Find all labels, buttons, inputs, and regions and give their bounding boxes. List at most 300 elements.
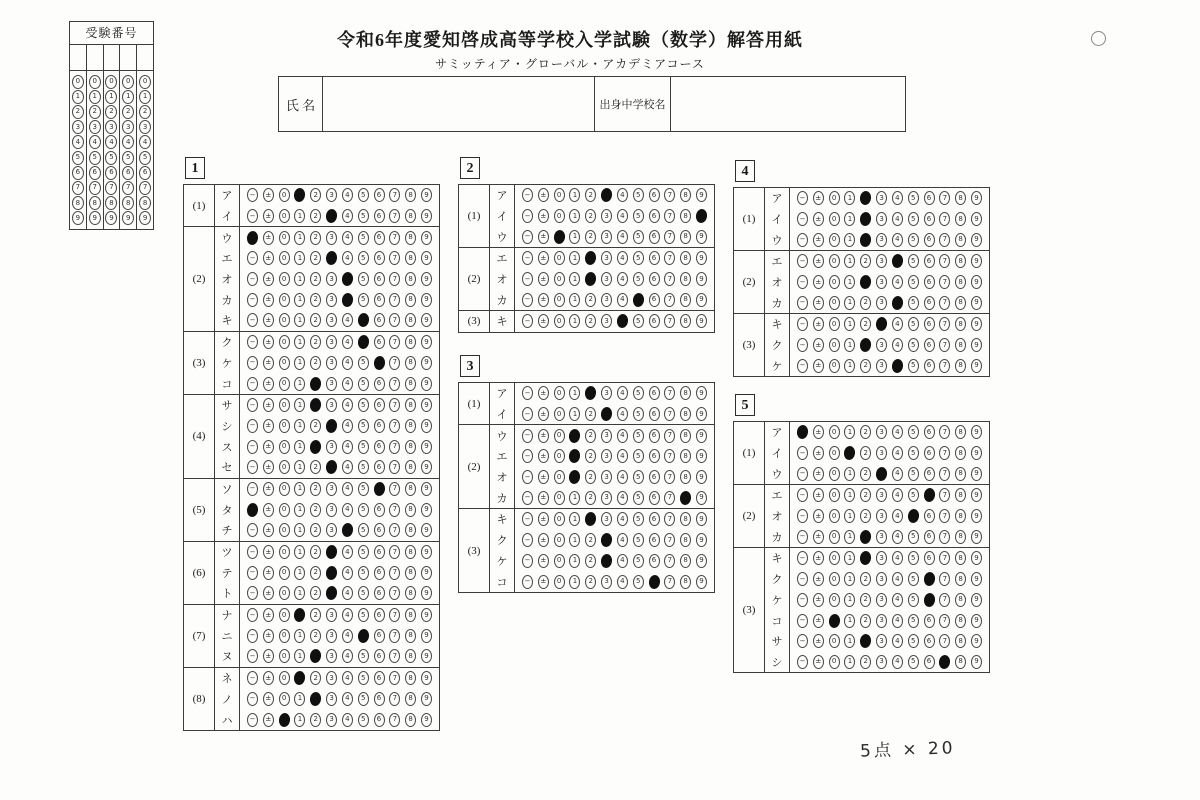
- bubble-2[interactable]: 2: [310, 523, 321, 537]
- bubble-4-filled[interactable]: [891, 254, 904, 269]
- bubble-1-filled[interactable]: [294, 607, 307, 622]
- bubble-4-filled[interactable]: [341, 523, 354, 538]
- bubble-4[interactable]: 4: [342, 586, 353, 600]
- bubble-4[interactable]: 4: [617, 272, 628, 286]
- exam-number-write-cell[interactable]: [104, 45, 121, 70]
- bubble-7[interactable]: 7: [939, 551, 950, 565]
- bubble-±[interactable]: ±: [813, 359, 824, 373]
- bubble-2-filled[interactable]: [309, 649, 322, 664]
- bubble-7[interactable]: 7: [664, 386, 675, 400]
- bubble-1[interactable]: 1: [569, 386, 580, 400]
- bubble-5[interactable]: 5: [139, 151, 151, 165]
- bubble-3[interactable]: 3: [601, 386, 612, 400]
- bubble-3[interactable]: 3: [326, 188, 337, 202]
- bubble-−[interactable]: −: [522, 533, 533, 547]
- bubble-±[interactable]: ±: [538, 449, 549, 463]
- bubble-8[interactable]: 8: [405, 440, 416, 454]
- bubble-−[interactable]: −: [522, 251, 533, 265]
- bubble-2[interactable]: 2: [860, 296, 871, 310]
- bubble-±[interactable]: ±: [263, 293, 274, 307]
- bubble-−[interactable]: −: [797, 509, 808, 523]
- bubble-5-filled[interactable]: [357, 313, 370, 328]
- bubble-−[interactable]: −: [797, 551, 808, 565]
- bubble-0[interactable]: 0: [554, 209, 565, 223]
- bubble-5[interactable]: 5: [633, 449, 644, 463]
- bubble-±[interactable]: ±: [263, 649, 274, 663]
- bubble-±[interactable]: ±: [263, 419, 274, 433]
- bubble-3[interactable]: 3: [601, 491, 612, 505]
- bubble-±[interactable]: ±: [813, 296, 824, 310]
- bubble-9[interactable]: 9: [971, 254, 982, 268]
- bubble-0[interactable]: 0: [279, 586, 290, 600]
- bubble-7[interactable]: 7: [939, 296, 950, 310]
- bubble-6[interactable]: 6: [649, 230, 660, 244]
- bubble-2[interactable]: 2: [310, 460, 321, 474]
- bubble-6[interactable]: 6: [649, 554, 660, 568]
- bubble-8[interactable]: 8: [955, 296, 966, 310]
- bubble-0[interactable]: 0: [554, 188, 565, 202]
- bubble-±[interactable]: ±: [813, 488, 824, 502]
- bubble-7[interactable]: 7: [389, 713, 400, 727]
- bubble-8[interactable]: 8: [680, 272, 691, 286]
- bubble-−[interactable]: −: [247, 566, 258, 580]
- bubble-4[interactable]: 4: [892, 509, 903, 523]
- bubble-0[interactable]: 0: [554, 512, 565, 526]
- bubble-2[interactable]: 2: [860, 254, 871, 268]
- bubble-2[interactable]: 2: [310, 586, 321, 600]
- bubble-6[interactable]: 6: [374, 503, 385, 517]
- bubble-8[interactable]: 8: [955, 572, 966, 586]
- bubble-6[interactable]: 6: [139, 166, 151, 180]
- bubble-2-filled[interactable]: [309, 398, 322, 413]
- bubble-8[interactable]: 8: [89, 196, 101, 210]
- bubble-±[interactable]: ±: [263, 440, 274, 454]
- bubble-±[interactable]: ±: [538, 386, 549, 400]
- bubble-9[interactable]: 9: [696, 272, 707, 286]
- bubble-4[interactable]: 4: [617, 251, 628, 265]
- bubble-1[interactable]: 1: [844, 530, 855, 544]
- bubble-9[interactable]: 9: [421, 460, 432, 474]
- bubble-0[interactable]: 0: [829, 509, 840, 523]
- bubble-±[interactable]: ±: [538, 314, 549, 328]
- bubble-−[interactable]: −: [522, 554, 533, 568]
- bubble-7[interactable]: 7: [664, 293, 675, 307]
- bubble-6[interactable]: 6: [924, 655, 935, 669]
- bubble-2[interactable]: 2: [310, 482, 321, 496]
- bubble-1[interactable]: 1: [294, 231, 305, 245]
- bubble-2-filled[interactable]: [859, 634, 872, 649]
- bubble-5[interactable]: 5: [908, 296, 919, 310]
- bubble-7[interactable]: 7: [939, 488, 950, 502]
- bubble-5[interactable]: 5: [633, 251, 644, 265]
- bubble-4[interactable]: 4: [892, 233, 903, 247]
- bubble-1[interactable]: 1: [294, 419, 305, 433]
- bubble-9[interactable]: 9: [421, 692, 432, 706]
- bubble-6[interactable]: 6: [649, 491, 660, 505]
- bubble-8[interactable]: 8: [955, 634, 966, 648]
- bubble-−[interactable]: −: [247, 440, 258, 454]
- bubble-±[interactable]: ±: [813, 338, 824, 352]
- bubble-−[interactable]: −: [797, 212, 808, 226]
- bubble-9[interactable]: 9: [971, 634, 982, 648]
- bubble-7[interactable]: 7: [389, 188, 400, 202]
- bubble-1[interactable]: 1: [294, 293, 305, 307]
- bubble-4[interactable]: 4: [342, 692, 353, 706]
- bubble-6[interactable]: 6: [122, 166, 134, 180]
- bubble-3[interactable]: 3: [876, 296, 887, 310]
- bubble-5[interactable]: 5: [908, 634, 919, 648]
- bubble-3[interactable]: 3: [876, 572, 887, 586]
- bubble-9[interactable]: 9: [971, 359, 982, 373]
- exam-number-write-cell[interactable]: [120, 45, 137, 70]
- bubble-9[interactable]: 9: [421, 671, 432, 685]
- bubble-1[interactable]: 1: [569, 554, 580, 568]
- school-input[interactable]: [671, 77, 905, 131]
- bubble-7[interactable]: 7: [389, 231, 400, 245]
- bubble-0[interactable]: 0: [829, 254, 840, 268]
- bubble-±[interactable]: ±: [813, 509, 824, 523]
- bubble-0[interactable]: 0: [829, 551, 840, 565]
- bubble-4[interactable]: 4: [89, 135, 101, 149]
- bubble-3[interactable]: 3: [876, 233, 887, 247]
- bubble-3-filled[interactable]: [600, 406, 613, 421]
- bubble-7[interactable]: 7: [939, 191, 950, 205]
- bubble-4[interactable]: 4: [892, 572, 903, 586]
- bubble-4[interactable]: 4: [342, 608, 353, 622]
- bubble-2[interactable]: 2: [310, 356, 321, 370]
- bubble-4[interactable]: 4: [342, 629, 353, 643]
- bubble-4[interactable]: 4: [342, 356, 353, 370]
- bubble-9[interactable]: 9: [971, 551, 982, 565]
- bubble-5[interactable]: 5: [358, 566, 369, 580]
- bubble-1[interactable]: 1: [294, 586, 305, 600]
- bubble-6[interactable]: 6: [374, 377, 385, 391]
- bubble-5[interactable]: 5: [908, 614, 919, 628]
- bubble-3[interactable]: 3: [876, 551, 887, 565]
- bubble-1[interactable]: 1: [294, 566, 305, 580]
- bubble-9[interactable]: 9: [421, 649, 432, 663]
- bubble-6[interactable]: 6: [374, 713, 385, 727]
- bubble-5[interactable]: 5: [358, 419, 369, 433]
- bubble-2-filled[interactable]: [309, 439, 322, 454]
- bubble-7[interactable]: 7: [939, 338, 950, 352]
- bubble-4[interactable]: 4: [892, 655, 903, 669]
- bubble-2[interactable]: 2: [72, 105, 84, 119]
- bubble-8[interactable]: 8: [955, 254, 966, 268]
- bubble-2[interactable]: 2: [860, 425, 871, 439]
- bubble-4[interactable]: 4: [892, 614, 903, 628]
- bubble-6[interactable]: 6: [374, 566, 385, 580]
- bubble-7[interactable]: 7: [939, 593, 950, 607]
- bubble-8[interactable]: 8: [405, 503, 416, 517]
- bubble-0[interactable]: 0: [279, 419, 290, 433]
- bubble-6[interactable]: 6: [72, 166, 84, 180]
- bubble-2[interactable]: 2: [585, 470, 596, 484]
- bubble-9[interactable]: 9: [421, 503, 432, 517]
- bubble-5[interactable]: 5: [908, 425, 919, 439]
- bubble-5[interactable]: 5: [633, 230, 644, 244]
- bubble-9[interactable]: 9: [971, 191, 982, 205]
- bubble-±[interactable]: ±: [263, 671, 274, 685]
- bubble-5[interactable]: 5: [358, 586, 369, 600]
- bubble-2[interactable]: 2: [310, 629, 321, 643]
- bubble-0[interactable]: 0: [279, 608, 290, 622]
- bubble-6-filled[interactable]: [373, 355, 386, 370]
- bubble-6[interactable]: 6: [924, 275, 935, 289]
- bubble-7[interactable]: 7: [939, 572, 950, 586]
- bubble-0[interactable]: 0: [829, 593, 840, 607]
- bubble-4-filled[interactable]: [891, 295, 904, 310]
- bubble-5[interactable]: 5: [358, 293, 369, 307]
- bubble-−[interactable]: −: [247, 335, 258, 349]
- exam-number-write-cell[interactable]: [137, 45, 153, 70]
- bubble-6[interactable]: 6: [374, 398, 385, 412]
- bubble-6[interactable]: 6: [649, 407, 660, 421]
- bubble-8[interactable]: 8: [405, 671, 416, 685]
- bubble-5[interactable]: 5: [908, 572, 919, 586]
- bubble-3[interactable]: 3: [326, 440, 337, 454]
- bubble-0[interactable]: 0: [829, 359, 840, 373]
- bubble-1[interactable]: 1: [569, 209, 580, 223]
- bubble-−[interactable]: −: [522, 209, 533, 223]
- bubble-7[interactable]: 7: [389, 335, 400, 349]
- bubble-−-filled[interactable]: [796, 425, 809, 440]
- bubble-2-filled[interactable]: [859, 232, 872, 247]
- bubble-6[interactable]: 6: [649, 429, 660, 443]
- bubble-7[interactable]: 7: [389, 272, 400, 286]
- bubble-9[interactable]: 9: [421, 608, 432, 622]
- bubble-±[interactable]: ±: [263, 629, 274, 643]
- bubble-−[interactable]: −: [522, 429, 533, 443]
- bubble-4-filled[interactable]: [616, 314, 629, 329]
- bubble-6[interactable]: 6: [374, 272, 385, 286]
- bubble-8[interactable]: 8: [405, 398, 416, 412]
- bubble-6[interactable]: 6: [374, 209, 385, 223]
- bubble-1[interactable]: 1: [294, 398, 305, 412]
- bubble-0[interactable]: 0: [554, 491, 565, 505]
- bubble-3[interactable]: 3: [876, 254, 887, 268]
- bubble-2[interactable]: 2: [310, 503, 321, 517]
- bubble-±[interactable]: ±: [538, 293, 549, 307]
- bubble-2[interactable]: 2: [139, 105, 151, 119]
- bubble-0[interactable]: 0: [279, 649, 290, 663]
- bubble-5[interactable]: 5: [633, 407, 644, 421]
- bubble-2[interactable]: 2: [105, 105, 117, 119]
- bubble-9[interactable]: 9: [971, 425, 982, 439]
- bubble-5[interactable]: 5: [908, 359, 919, 373]
- bubble-2-filled[interactable]: [859, 274, 872, 289]
- bubble-0[interactable]: 0: [279, 335, 290, 349]
- bubble-4[interactable]: 4: [342, 251, 353, 265]
- bubble-0[interactable]: 0: [829, 634, 840, 648]
- bubble-4[interactable]: 4: [342, 460, 353, 474]
- bubble-2[interactable]: 2: [860, 317, 871, 331]
- bubble-1[interactable]: 1: [294, 460, 305, 474]
- bubble-3[interactable]: 3: [876, 446, 887, 460]
- bubble-7[interactable]: 7: [389, 398, 400, 412]
- bubble-9[interactable]: 9: [971, 509, 982, 523]
- bubble-7[interactable]: 7: [939, 467, 950, 481]
- bubble-1[interactable]: 1: [569, 575, 580, 589]
- bubble-±[interactable]: ±: [263, 608, 274, 622]
- bubble-2[interactable]: 2: [310, 272, 321, 286]
- bubble-8[interactable]: 8: [405, 377, 416, 391]
- bubble-8[interactable]: 8: [955, 614, 966, 628]
- bubble-8[interactable]: 8: [405, 293, 416, 307]
- bubble-−[interactable]: −: [797, 233, 808, 247]
- bubble-−[interactable]: −: [797, 359, 808, 373]
- bubble-0[interactable]: 0: [279, 356, 290, 370]
- bubble-7[interactable]: 7: [389, 356, 400, 370]
- bubble-2[interactable]: 2: [860, 446, 871, 460]
- bubble-3-filled[interactable]: [325, 418, 338, 433]
- bubble-3[interactable]: 3: [601, 512, 612, 526]
- bubble-9[interactable]: 9: [971, 593, 982, 607]
- bubble-4[interactable]: 4: [617, 209, 628, 223]
- bubble-8[interactable]: 8: [680, 533, 691, 547]
- bubble-5[interactable]: 5: [633, 491, 644, 505]
- bubble-5[interactable]: 5: [908, 275, 919, 289]
- bubble-±[interactable]: ±: [263, 586, 274, 600]
- bubble-3[interactable]: 3: [326, 313, 337, 327]
- bubble-8[interactable]: 8: [405, 419, 416, 433]
- bubble-9[interactable]: 9: [696, 251, 707, 265]
- bubble-3[interactable]: 3: [601, 230, 612, 244]
- bubble-7[interactable]: 7: [105, 181, 117, 195]
- bubble-4[interactable]: 4: [105, 135, 117, 149]
- bubble-7[interactable]: 7: [89, 181, 101, 195]
- bubble-0[interactable]: 0: [554, 251, 565, 265]
- bubble-−[interactable]: −: [247, 713, 258, 727]
- bubble-5[interactable]: 5: [72, 151, 84, 165]
- bubble-1[interactable]: 1: [844, 572, 855, 586]
- bubble-5[interactable]: 5: [358, 692, 369, 706]
- bubble-7[interactable]: 7: [389, 251, 400, 265]
- bubble-6[interactable]: 6: [374, 231, 385, 245]
- bubble-±[interactable]: ±: [263, 335, 274, 349]
- bubble-6[interactable]: 6: [374, 335, 385, 349]
- bubble-−[interactable]: −: [797, 275, 808, 289]
- bubble-1[interactable]: 1: [569, 491, 580, 505]
- bubble-1[interactable]: 1: [105, 90, 117, 104]
- bubble-8[interactable]: 8: [680, 293, 691, 307]
- bubble-2[interactable]: 2: [585, 449, 596, 463]
- bubble-−[interactable]: −: [522, 386, 533, 400]
- bubble-9[interactable]: 9: [421, 545, 432, 559]
- bubble-0[interactable]: 0: [72, 75, 84, 89]
- bubble-1[interactable]: 1: [844, 212, 855, 226]
- bubble-1[interactable]: 1: [569, 407, 580, 421]
- bubble-8[interactable]: 8: [405, 231, 416, 245]
- bubble-±[interactable]: ±: [263, 460, 274, 474]
- bubble-1[interactable]: 1: [844, 254, 855, 268]
- bubble-2[interactable]: 2: [860, 655, 871, 669]
- bubble-±[interactable]: ±: [813, 275, 824, 289]
- bubble-5-filled[interactable]: [632, 292, 645, 307]
- bubble-±[interactable]: ±: [538, 272, 549, 286]
- bubble-7[interactable]: 7: [389, 608, 400, 622]
- bubble-6[interactable]: 6: [924, 254, 935, 268]
- bubble-0[interactable]: 0: [279, 188, 290, 202]
- bubble-6[interactable]: 6: [649, 470, 660, 484]
- bubble-1[interactable]: 1: [72, 90, 84, 104]
- bubble-3[interactable]: 3: [326, 649, 337, 663]
- bubble-5[interactable]: 5: [105, 151, 117, 165]
- bubble-1[interactable]: 1: [294, 209, 305, 223]
- bubble-5[interactable]: 5: [358, 231, 369, 245]
- bubble-−[interactable]: −: [522, 230, 533, 244]
- bubble-9[interactable]: 9: [971, 338, 982, 352]
- bubble-8[interactable]: 8: [680, 314, 691, 328]
- bubble-1[interactable]: 1: [294, 629, 305, 643]
- bubble-0[interactable]: 0: [279, 251, 290, 265]
- bubble-6[interactable]: 6: [924, 212, 935, 226]
- bubble-3[interactable]: 3: [876, 655, 887, 669]
- bubble-3[interactable]: 3: [876, 338, 887, 352]
- bubble-4[interactable]: 4: [617, 512, 628, 526]
- bubble-4[interactable]: 4: [892, 488, 903, 502]
- bubble-1[interactable]: 1: [569, 272, 580, 286]
- bubble-1[interactable]: 1: [844, 338, 855, 352]
- bubble-7[interactable]: 7: [939, 275, 950, 289]
- bubble-3[interactable]: 3: [72, 120, 84, 134]
- bubble-0-filled[interactable]: [278, 712, 291, 727]
- bubble-4[interactable]: 4: [617, 533, 628, 547]
- bubble-6[interactable]: 6: [924, 530, 935, 544]
- bubble-5[interactable]: 5: [908, 212, 919, 226]
- bubble-9[interactable]: 9: [971, 488, 982, 502]
- bubble-0[interactable]: 0: [279, 566, 290, 580]
- bubble-3-filled[interactable]: [325, 460, 338, 475]
- bubble-−[interactable]: −: [797, 634, 808, 648]
- bubble-1[interactable]: 1: [844, 593, 855, 607]
- bubble-9[interactable]: 9: [971, 655, 982, 669]
- bubble-9[interactable]: 9: [696, 470, 707, 484]
- bubble-0[interactable]: 0: [554, 470, 565, 484]
- bubble-9[interactable]: 9: [696, 407, 707, 421]
- bubble-3-filled[interactable]: [325, 565, 338, 580]
- bubble-5[interactable]: 5: [633, 188, 644, 202]
- bubble-6[interactable]: 6: [649, 209, 660, 223]
- bubble-4[interactable]: 4: [892, 446, 903, 460]
- bubble-3-filled[interactable]: [875, 466, 888, 481]
- bubble-7[interactable]: 7: [939, 212, 950, 226]
- bubble-5-filled[interactable]: [357, 628, 370, 643]
- bubble-9[interactable]: 9: [971, 572, 982, 586]
- bubble-8[interactable]: 8: [955, 338, 966, 352]
- bubble-0[interactable]: 0: [829, 191, 840, 205]
- bubble-0[interactable]: 0: [829, 317, 840, 331]
- bubble-1[interactable]: 1: [294, 251, 305, 265]
- bubble-8[interactable]: 8: [955, 425, 966, 439]
- bubble-8[interactable]: 8: [680, 251, 691, 265]
- bubble-3[interactable]: 3: [876, 212, 887, 226]
- bubble-0[interactable]: 0: [279, 231, 290, 245]
- bubble-2[interactable]: 2: [310, 545, 321, 559]
- bubble-9[interactable]: 9: [421, 188, 432, 202]
- bubble-2[interactable]: 2: [860, 593, 871, 607]
- bubble-9[interactable]: 9: [421, 313, 432, 327]
- bubble-4[interactable]: 4: [342, 377, 353, 391]
- bubble-6[interactable]: 6: [374, 419, 385, 433]
- bubble-5[interactable]: 5: [358, 460, 369, 474]
- bubble-±[interactable]: ±: [263, 713, 274, 727]
- bubble-2[interactable]: 2: [585, 407, 596, 421]
- bubble-7[interactable]: 7: [664, 470, 675, 484]
- bubble-5[interactable]: 5: [908, 254, 919, 268]
- bubble-5[interactable]: 5: [633, 386, 644, 400]
- bubble-0[interactable]: 0: [279, 523, 290, 537]
